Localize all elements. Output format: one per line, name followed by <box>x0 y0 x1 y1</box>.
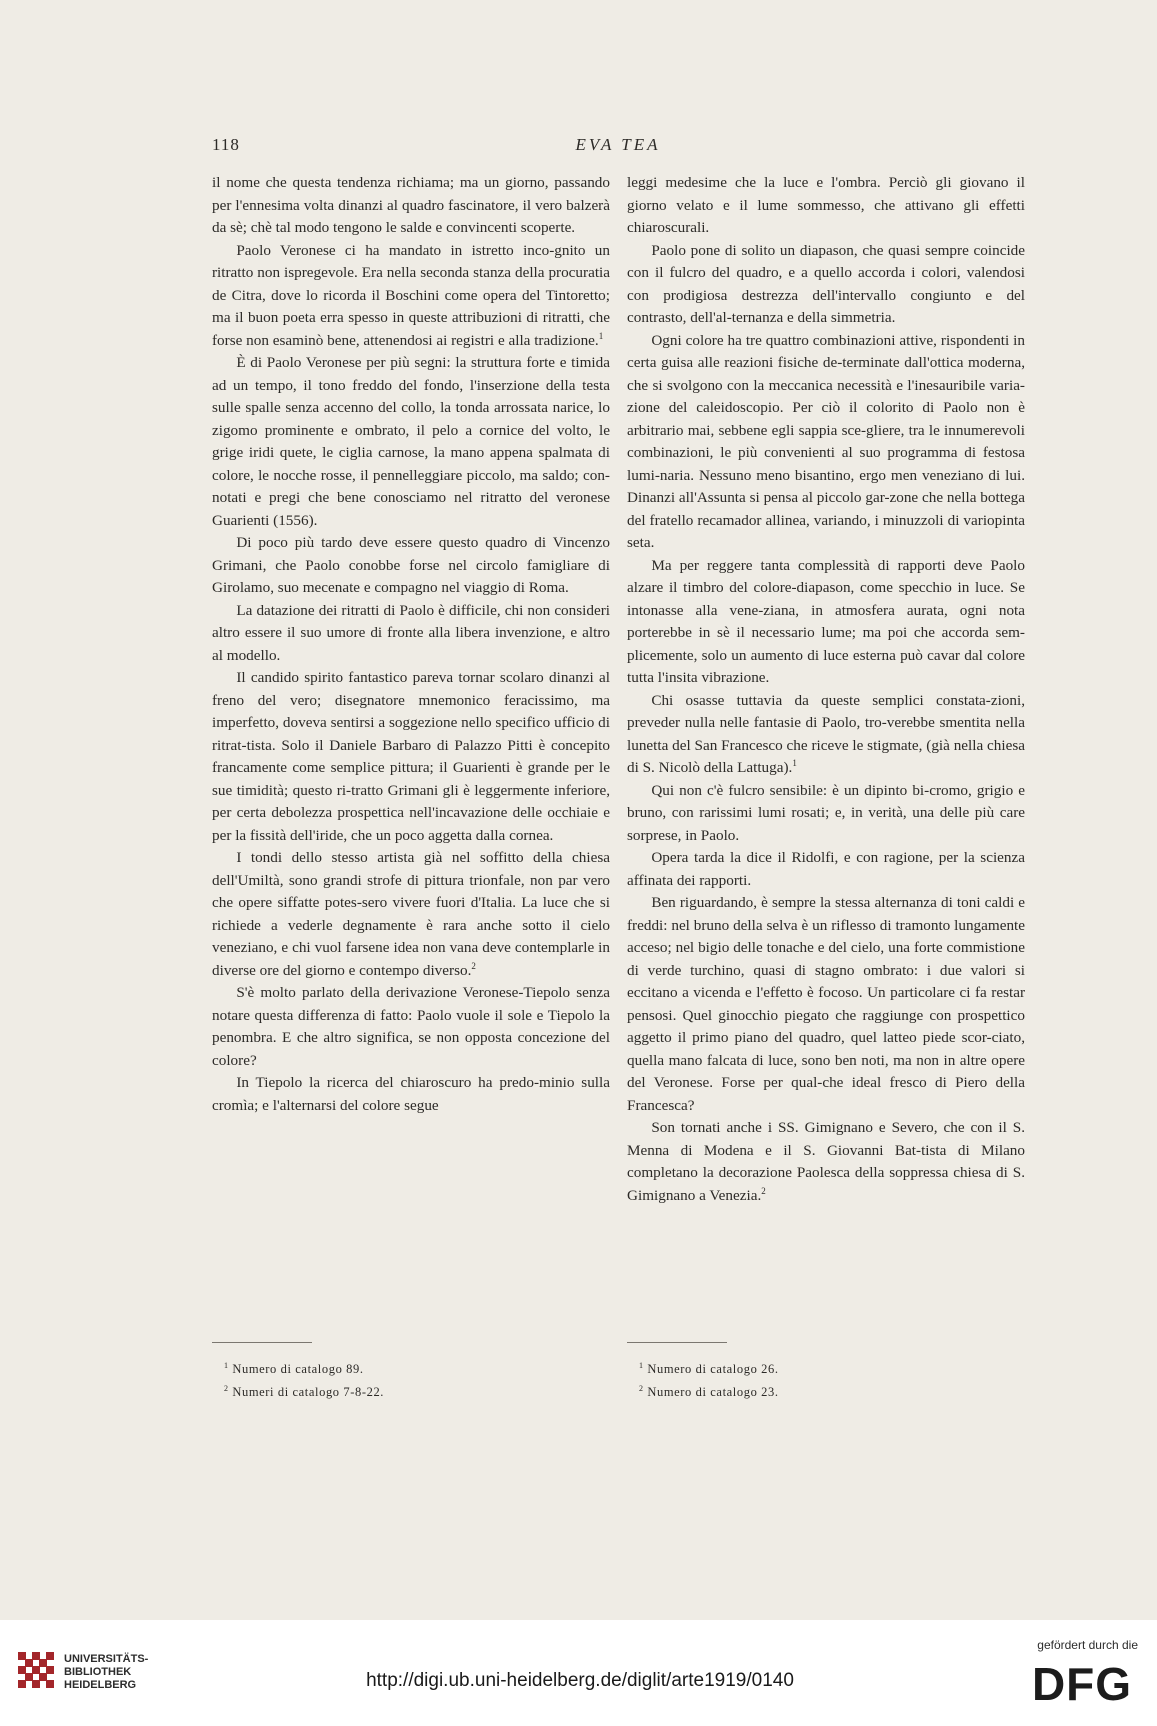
footnote-mark: 2 <box>471 960 476 971</box>
text-column-left <box>212 172 610 1117</box>
paragraph: È di Paolo Veronese per più segni: la struttura forte e timida ad un tempo, il tono freddo del fondo, l'inserzione della testa sulle spalle senza accenno del collo, la tonda arrossata narice, lo zigomo prominente e ombrato, il pelo a cornice del volto, le grige iridi quete, le ciglia carnose, la mano appena spalmata di colore, le nocche rosse, il pennelleggiare piccolo, ma saldo; con-notati e pregi che bene conosciamo nel ritratto del veronese Guarienti (1556). <box>212 354 610 529</box>
footnotes-right <box>627 1356 1025 1402</box>
text-column-right <box>627 172 1025 1207</box>
paragraph-text: Son tornati anche i SS. Gimignano e Severo, che con il S. Menna di Modena e il S. Giovanni Bat-tista di Milano completano la decorazione Paolesca della soppressa chiesa di S. Gimignano a Venezia. <box>627 1119 1025 1204</box>
paragraph <box>627 690 1025 780</box>
library-name-line: UNIVERSITÄTS- <box>64 1653 149 1665</box>
footnote-number: 2 <box>639 1384 644 1394</box>
paragraph: Opera tarda la dice il Ridolfi, e con ragione, per la scienza affinata dei rapporti. <box>627 849 1025 889</box>
page-number: 118 <box>212 135 240 154</box>
dfg-logo-icon <box>1026 1656 1138 1708</box>
footnote-mark: 1 <box>792 757 797 768</box>
footnote-text: Numero di catalogo 89. <box>232 1362 364 1377</box>
paragraph <box>627 1117 1025 1207</box>
library-name-line: BIBLIOTHEK <box>64 1666 132 1678</box>
paragraph-text: Paolo Veronese ci ha mandato in istretto inco-gnito un ritratto non ispregevole. Era nella seconda stanza della procuratia de Citra, dove lo ricorda il Boschini come opera del Tintoretto; ma il buon poeta erra spesso in queste attribuzioni di ritratti, che forse non esaminò bene, attenendosi ai registri e alla tradizione. <box>212 241 610 349</box>
paragraph-text: Chi osasse tuttavia da queste semplici constata-zioni, preveder nulla nelle fantasie di Paolo, tro-verebbe smentita nella lunetta del San Francesco che riceve le stigmate, (già nella chiesa di S. Nicolò della Lattuga). <box>627 691 1025 776</box>
footnote-number: 2 <box>224 1384 229 1394</box>
dfg-logo-text: DFG <box>1031 1658 1133 1708</box>
footnote-number: 1 <box>224 1361 229 1370</box>
university-library-logo-icon <box>16 1650 56 1690</box>
footnote-divider-right <box>627 1342 727 1343</box>
footnote <box>627 1379 1025 1402</box>
paragraph <box>212 847 610 982</box>
paragraph: Paolo pone di solito un diapason, che quasi sempre coincide con il fulcro del quadro, e a quello accorda i colori, valendosi con prodigiosa destrezza dell'intervallo congiunto e del contrasto, dell'al-ternanza e della simmetria. <box>627 241 1025 326</box>
paragraph: In Tiepolo la ricerca del chiaroscuro ha predo-minio sulla cromìa; e l'alternarsi del colore segue <box>212 1074 610 1114</box>
funded-by-label: gefördert durch die <box>1037 1638 1138 1652</box>
footnote <box>212 1356 610 1379</box>
paragraph: Ogni colore ha tre quattro combinazioni attive, rispondenti in certa guisa alle reazioni fisiche de-terminate dall'ottica moderna, che si svolgono con la meccanica necessità e l'inesauribile varia-zione del caleidoscopio. Per ciò il colorito di Paolo non è arbitrario mai, sebbene egli sappia sce-gliere, tra le innumerevoli combinazioni, le più convenienti al suo programma di festosa lumi-naria. Nessuno meno bisantino, ergo men veneziano di lui. Dinanzi all'Assunta si pensa al piccolo gar-zone che nella bottega del fratello recamador allinea, variando, i minuzzoli di variopinta seta. <box>627 331 1025 551</box>
paragraph-text: I tondi dello stesso artista già nel soffitto della chiesa dell'Umiltà, sono grandi strofe di pittura trionfale, non par vero che opere siffatte potes-sero vivere fuori d'Italia. La luce che si richiede a vederle degnamente è rara anche sotto il cielo veneziano, e chi vuol farsene idea non vana deve contemplarle in diverse ore del giorno e contempo diverso. <box>212 849 610 979</box>
footnote-text: Numero di catalogo 23. <box>647 1385 779 1400</box>
footnote-number: 1 <box>639 1361 644 1370</box>
paragraph: Di poco più tardo deve essere questo quadro di Vincenzo Grimani, che Paolo conobbe forse nel circolo famigliare di Girolamo, suo mecenate e compagno nel viaggio di Roma. <box>212 534 610 596</box>
footnote-mark: 1 <box>598 330 604 341</box>
paragraph: Qui non c'è fulcro sensibile: è un dipinto bi-cromo, grigio e bruno, con rarissimi lumi rosati; e, in verità, una delle più care sorprese, in Paolo. <box>627 781 1025 844</box>
footnote <box>212 1379 610 1402</box>
paragraph: Ma per reggere tanta complessità di rapporti deve Paolo alzare il timbro del colore-diapason, come specchio in luce. Se intonasse alla vene-ziana, in atmosfera aurata, ogni nota porterebbe in sè il necessario lume; ma poi che accorda sem-plicemente, solo un aumento di luce esterna può cavar dal colore tutta l'insita vibrazione. <box>627 556 1025 686</box>
paragraph: leggi medesime che la luce e l'ombra. Perciò gli giovano il giorno velato e il lume sommesso, che attivano gli effetti chiaroscurali. <box>627 174 1025 236</box>
paragraph: Ben riguardando, è sempre la stessa alternanza di toni caldi e freddi: nel bruno della selva è un riflesso di tramonto lungamente acceso; nel bigio delle tonache e del cielo, una forte commistione di verde turchino, quasi di stagno ombrato: i due valori si eccitano a vicenda e l'effetto è focoso. Un particolare ci fa restar pensosi. Quel ginocchio piegato che raggiunge con prospettico aggetto il primo piano del quadro, quel latteo piede scor-ciato, quella mano falcata di luce, sono ben noti, ma non in altre opere del Veronese. Forse per qual-che ideal fresco di Piero della Francesca? <box>627 894 1025 1114</box>
paragraph: Il candido spirito fantastico pareva tornar scolaro dinanzi al freno del vero; disegnatore mnemonico feracissimo, ma imperfetto, doveva sentirsi a soggezione nello specifico ufficio di ritrat-tista. Solo il Daniele Barbaro di Palazzo Pitti è concepito francamente come semplice pittura; il Guarienti è grande per le sue timidità; questo ri-tratto Grimani gli è leggermente inferiore, per certa debolezza prospettica nell'incavazione delle occhiaie e per la fissità dell'iride, che un poco aggetta dalla cornea. <box>212 669 610 844</box>
footnote-mark: 2 <box>761 1185 766 1196</box>
running-head: EVA TEA <box>575 135 661 154</box>
footnote-text: Numeri di catalogo 7-8-22. <box>232 1385 385 1400</box>
footnote-divider-left <box>212 1342 312 1343</box>
library-name <box>64 1653 148 1692</box>
paragraph: La datazione dei ritratti di Paolo è difficile, chi non consideri altro essere il suo umore di fronte alla libera invenzione, e altro al modello. <box>212 601 610 664</box>
library-name-line: HEIDELBERG <box>64 1679 137 1691</box>
paragraph <box>212 240 610 353</box>
paragraph: S'è molto parlato della derivazione Veronese-Tiepolo senza notare questa differenza di fatto: Paolo vuole il sole e Tiepolo la penombra. E che altro significa, se non opposta concezione del colore? <box>212 984 610 1069</box>
viewer-footer <box>0 1620 1157 1726</box>
footnote <box>627 1356 1025 1379</box>
footnote-text: Numero di catalogo 26. <box>647 1362 779 1377</box>
footnotes-left <box>212 1356 610 1402</box>
permalink-url[interactable]: http://digi.ub.uni-heidelberg.de/diglit/arte1919/0140 <box>366 1670 794 1691</box>
paragraph: il nome che questa tendenza richiama; ma un giorno, passando per l'ennesima volta dinanzi al quadro fascinatore, il vero balzerà da sè; chè tal modo tengono le salde e convincenti scoperte. <box>212 174 610 236</box>
page-header <box>212 135 1024 161</box>
